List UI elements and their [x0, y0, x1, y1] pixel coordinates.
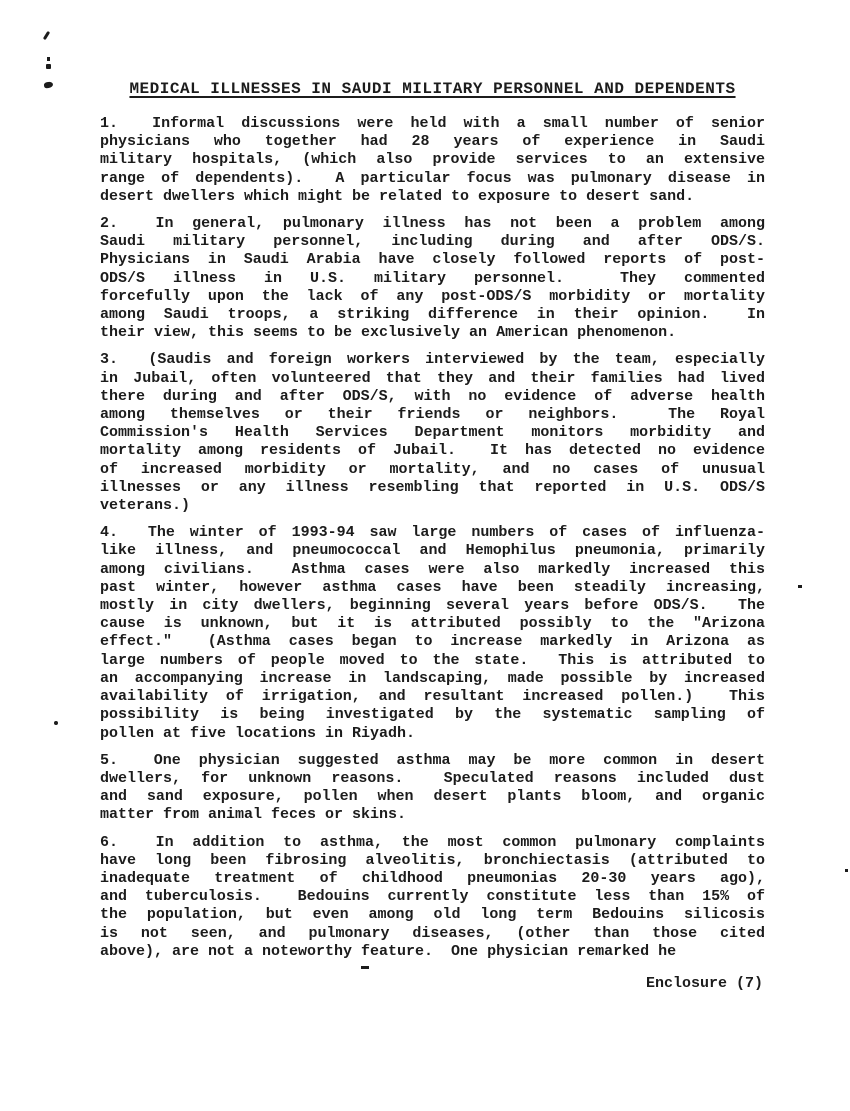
paragraph-3 — [100, 351, 765, 515]
paragraph-5 — [100, 752, 765, 825]
text-line: the population, but even among old long term Bedouins silicosis — [100, 906, 765, 924]
text-line: 4. The winter of 1993-94 saw large numbers of cases of influenza- — [100, 524, 765, 542]
text-line: mortality among residents of Jubail. It has detected no evidence — [100, 442, 765, 460]
paragraph-4 — [100, 524, 765, 742]
text-line: of increased morbidity or mortality, and no cases of unusual — [100, 460, 765, 478]
text-line: their view, this seems to be exclusively an American phenomenon. — [100, 324, 677, 342]
scan-artifact — [798, 585, 802, 588]
scan-artifact — [54, 721, 58, 725]
text-line: possibility is being investigated by the systematic sampling of — [100, 706, 765, 724]
text-line: cause is unknown, but it is attributed possibly to the "Arizona — [100, 615, 765, 633]
text-line: inadequate treatment of childhood pneumonias 20-30 years ago), — [100, 869, 765, 887]
text-line: large numbers of people moved to the state. This is attributed to — [100, 651, 765, 669]
scan-artifact — [44, 81, 54, 88]
text-line: above), are not a noteworthy feature. One physician remarked he — [100, 942, 677, 960]
text-line: 2. In general, pulmonary illness has not been a problem among — [100, 215, 765, 233]
text-line: desert dwellers which might be related to exposure to desert sand. — [100, 187, 695, 205]
paragraph-6 — [100, 834, 765, 961]
text-line: effect." (Asthma cases began to increase markedly in Arizona as — [100, 633, 765, 651]
text-line: past winter, however asthma cases have been steadily increasing, — [100, 578, 765, 596]
text-line: 1. Informal discussions were held with a small number of senior — [100, 115, 765, 132]
text-line: Physicians in Saudi Arabia have closely followed reports of post- — [100, 251, 765, 269]
scan-artifact — [47, 57, 50, 61]
text-line: dwellers, for unknown reasons. Speculated reasons included dust — [100, 769, 765, 787]
document-body — [100, 115, 765, 961]
text-line: 5. One physician suggested asthma may be more common in desert — [100, 751, 765, 769]
text-line: 6. In addition to asthma, the most common pulmonary complaints — [100, 833, 765, 851]
text-line: range of dependents). A particular focus was pulmonary disease in — [100, 169, 765, 187]
text-line: is not seen, and pulmonary diseases, (other than those cited — [100, 924, 765, 942]
text-line: and tuberculosis. Bedouins currently constitute less than 15% of — [100, 888, 765, 906]
enclosure-label: Enclosure (7) — [645, 974, 763, 992]
text-line: availability of irrigation, and resultant increased pollen.) This — [100, 688, 765, 706]
text-line: illnesses or any illness resembling that reported in U.S. ODS/S — [100, 478, 765, 496]
scan-artifact — [43, 31, 50, 40]
text-line: have long been fibrosing alveolitis, bronchiectasis (attributed to — [100, 851, 765, 869]
text-line: Saudi military personnel, including during and after ODS/S. — [100, 233, 765, 251]
text-line: like illness, and pneumococcal and Hemophilus pneumonia, primarily — [100, 542, 765, 560]
text-line: among Saudi troops, a striking difference in their opinion. In — [100, 306, 765, 324]
document-content — [100, 80, 765, 992]
text-line: forcefully upon the lack of any post-ODS/S morbidity or mortality — [100, 287, 765, 305]
scan-artifact — [845, 869, 848, 872]
text-line: among civilians. Asthma cases were also markedly increased this — [100, 560, 765, 578]
text-line: there during and after ODS/S, with no evidence of adverse health — [100, 387, 765, 405]
scan-artifact — [46, 64, 51, 69]
text-line: among themselves or their friends or neighbors. The Royal — [100, 406, 765, 424]
text-line: in Jubail, often volunteered that they and their families had lived — [100, 369, 765, 387]
text-line: mostly in city dwellers, beginning several years before ODS/S. The — [100, 597, 765, 615]
text-line: 3. (Saudis and foreign workers interviewed by the team, especially — [100, 351, 765, 369]
text-line: ODS/S illness in U.S. military personnel. They commented — [100, 269, 765, 287]
paragraph-2 — [100, 215, 765, 342]
text-line: an accompanying increase in landscaping, made possible by increased — [100, 669, 765, 687]
text-line: military hospitals, (which also provide services to an extensive — [100, 151, 765, 169]
text-line: physicians who together had 28 years of experience in Saudi — [100, 133, 765, 151]
text-line: veterans.) — [100, 497, 191, 515]
text-line: matter from animal feces or skins. — [100, 806, 407, 824]
text-line: Commission's Health Services Department monitors morbidity and — [100, 424, 765, 442]
text-line: and sand exposure, pollen when desert plants bloom, and organic — [100, 788, 765, 806]
page-title: MEDICAL ILLNESSES IN SAUDI MILITARY PERSONNEL AND DEPENDENTS — [129, 80, 736, 98]
text-line: pollen at five locations in Riyadh. — [100, 724, 416, 742]
paragraph-1 — [100, 115, 765, 206]
